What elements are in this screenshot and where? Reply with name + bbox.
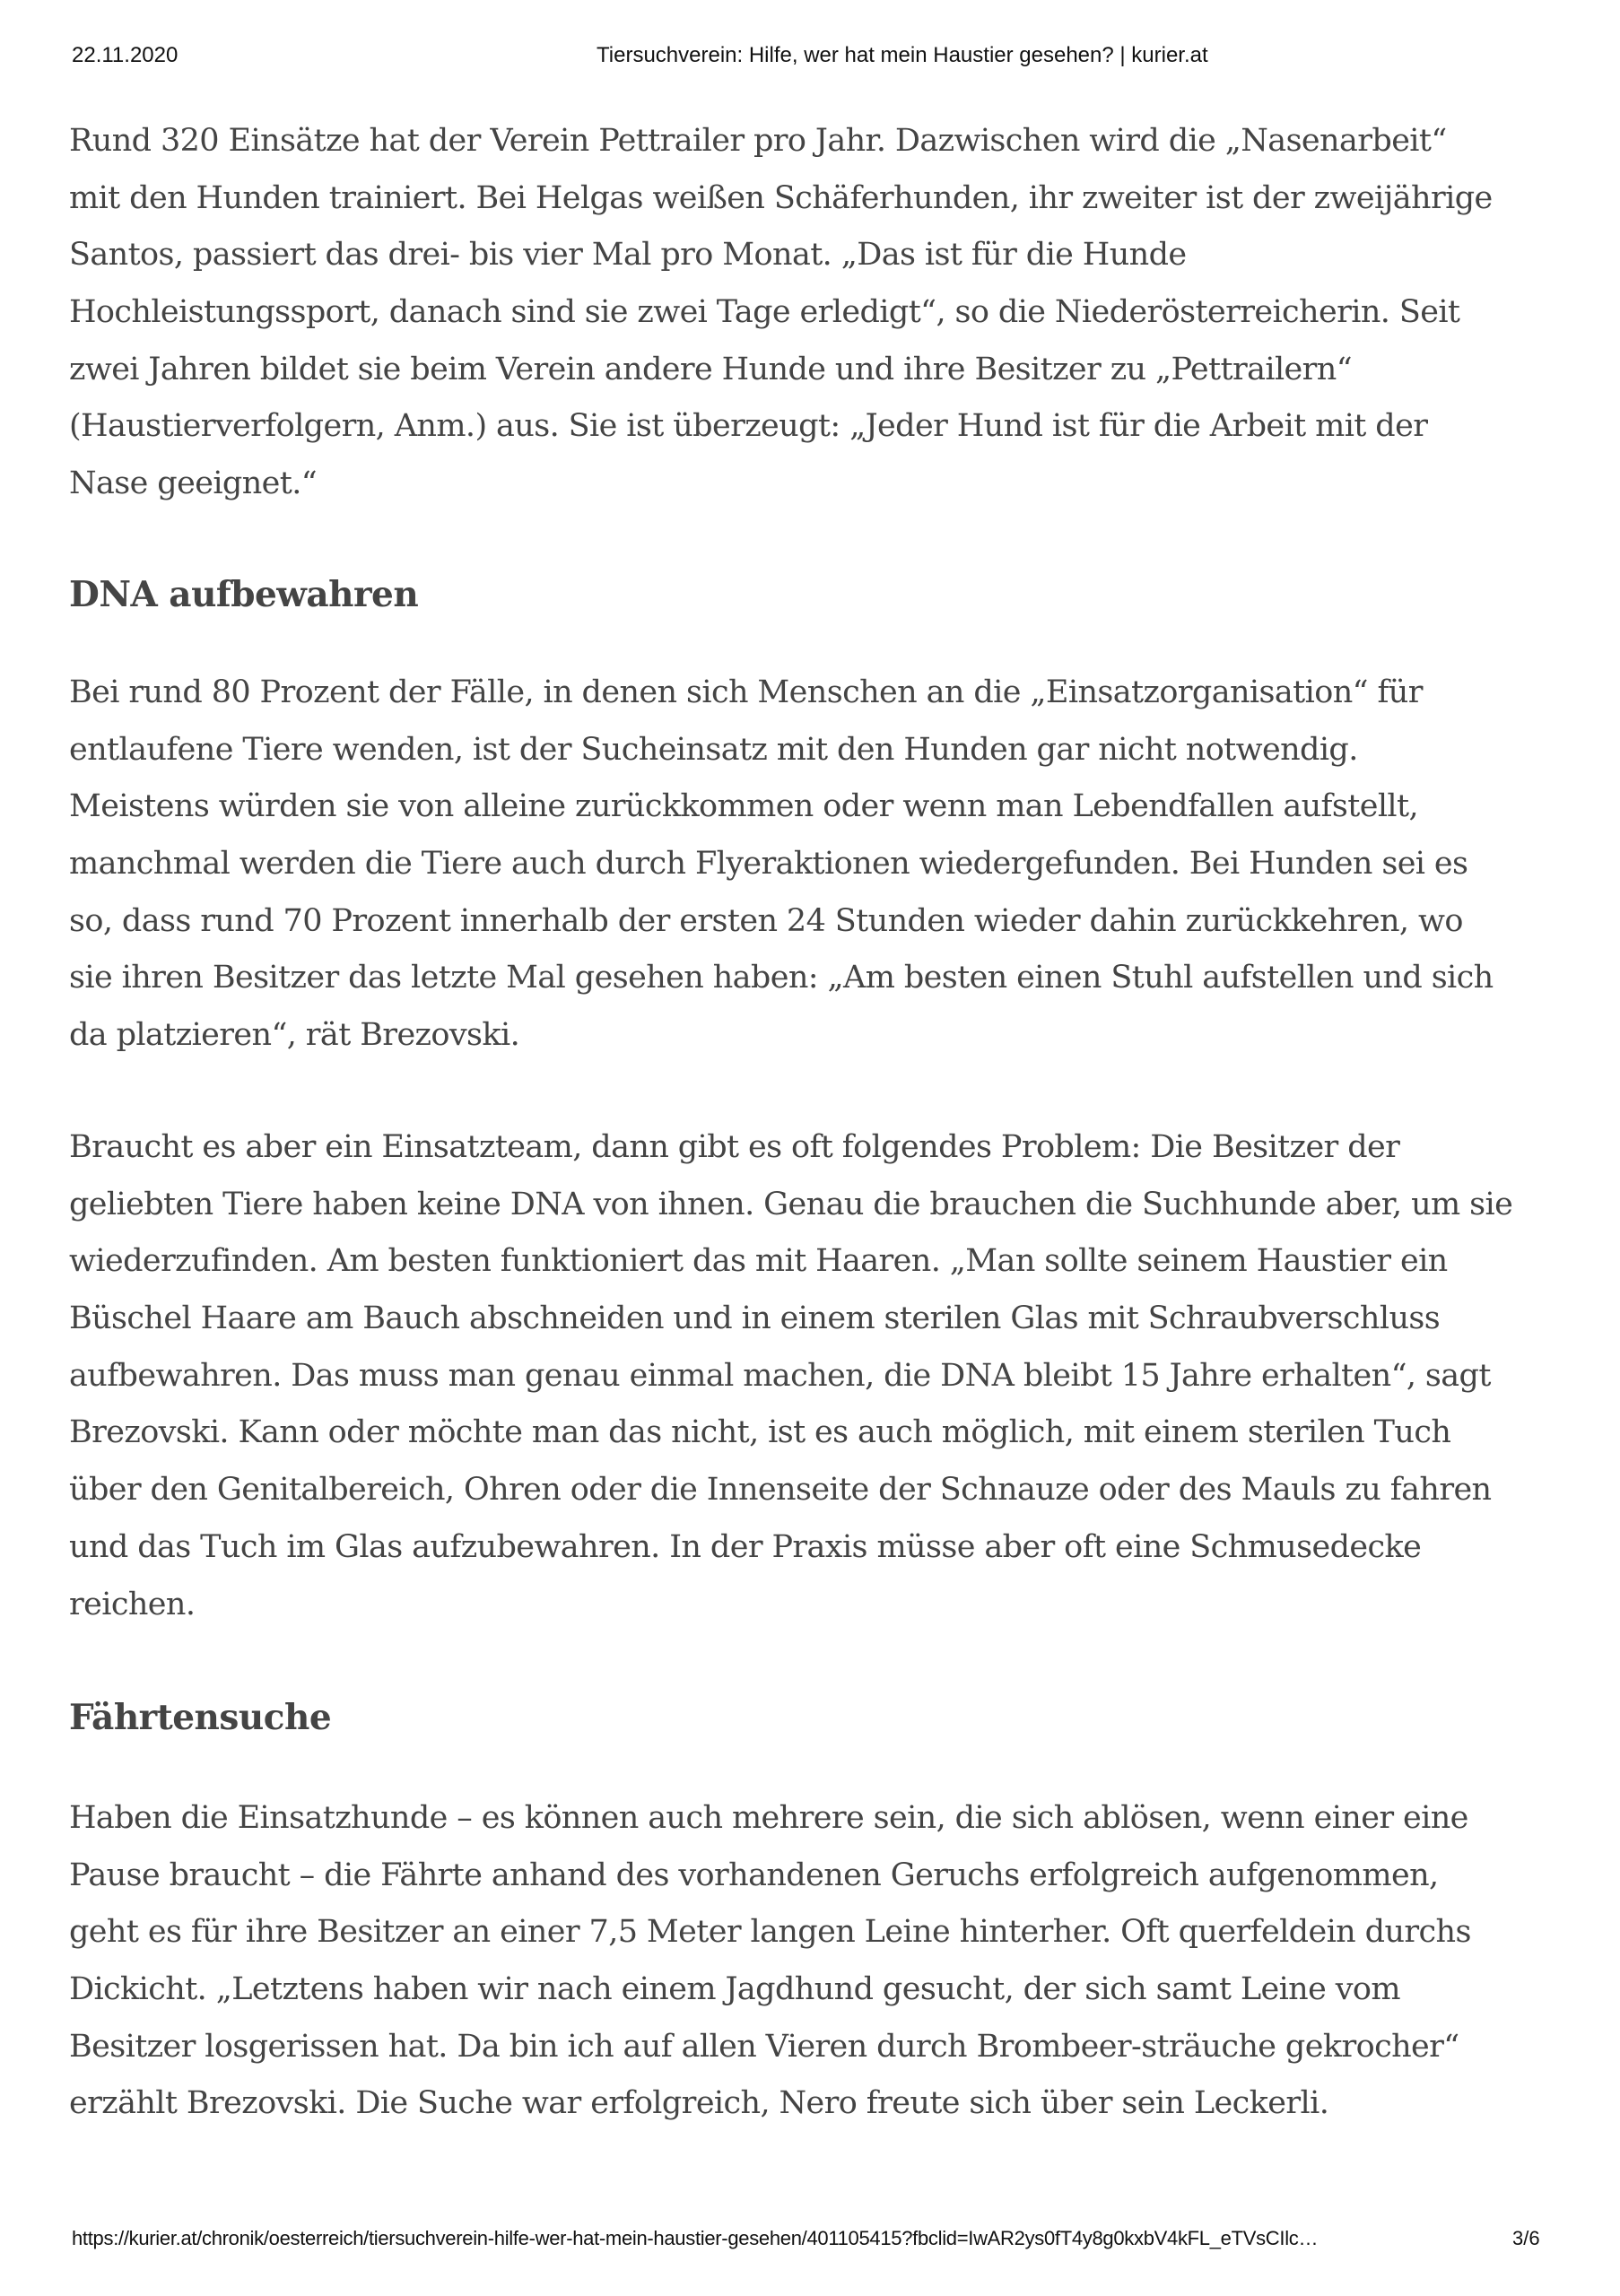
text-line: Dickicht. „Letztens haben wir nach einem Jagdhund gesucht, der sich samt Leine vom	[69, 1971, 1400, 2008]
text-line: aufbewahren. Das muss man genau einmal machen, die DNA bleibt 15 Jahre erhalten“, sagt	[69, 1357, 1491, 1394]
text-line: geht es für ihre Besitzer an einer 7,5 Meter langen Leine hinterher. Oft querfeldein durchs	[69, 1914, 1471, 1951]
print-page-title: Tiersuchverein: Hilfe, wer hat mein Haustier gesehen? | kurier.at	[597, 43, 1208, 67]
text-line: erzählt Brezovski. Die Suche war erfolgreich, Nero freute sich über sein Leckerli.	[69, 2085, 1329, 2122]
paragraph-3	[69, 1119, 1594, 1633]
text-line: Haben die Einsatzhunde – es können auch mehrere sein, die sich ablösen, wenn einer eine	[69, 1800, 1468, 1836]
paragraph-4	[69, 1790, 1594, 2133]
print-date: 22.11.2020	[72, 43, 179, 67]
text-line: reichen.	[69, 1586, 196, 1622]
text-line: da platzieren“, rät Brezovski.	[69, 1017, 520, 1054]
text-line: Santos, passiert das drei- bis vier Mal pro Monat. „Das ist für die Hunde	[69, 237, 1187, 274]
text-line: sie ihren Besitzer das letzte Mal gesehen haben: „Am besten einen Stuhl aufstellen und sich	[69, 960, 1494, 996]
text-line: geliebten Tiere haben keine DNA von ihnen. Genau die brauchen die Suchhunde aber, um sie	[69, 1186, 1513, 1222]
text-line: zwei Jahren bildet sie beim Verein andere Hunde und ihre Besitzer zu „Pettrailern“	[69, 351, 1353, 387]
text-line: (Haustierverfolgern, Anm.) aus. Sie ist überzeugt: „Jeder Hund ist für die Arbeit mit der	[69, 408, 1428, 445]
text-line: Brezovski. Kann oder möchte man das nicht, ist es auch möglich, mit einem sterilen Tuch	[69, 1414, 1451, 1451]
text-line: entlaufene Tiere wenden, ist der Sucheinsatz mit den Hunden gar nicht notwendig.	[69, 731, 1358, 768]
text-line: und das Tuch im Glas aufzubewahren. In der Praxis müsse aber oft eine Schmusedecke	[69, 1528, 1422, 1565]
print-page-number: 3/6	[1512, 2227, 1540, 2249]
print-footer-url[interactable]: https://kurier.at/chronik/oesterreich/tiersuchverein-hilfe-wer-hat-mein-haustier-gesehen/401105415?fbclid=IwAR2ys0fT4y8g0kxbV4kFL_eTVsCIlc…	[72, 2227, 1319, 2249]
text-line: Nase geeignet.“	[69, 465, 318, 502]
text-line: Rund 320 Einsätze hat der Verein Pettrailer pro Jahr. Dazwischen wird die „Nasenarbeit“	[69, 123, 1447, 159]
section-heading-faehrtensuche: Fährtensuche	[69, 1697, 332, 1738]
text-line: Hochleistungssport, danach sind sie zwei Tage erledigt“, so die Niederösterreicherin. Seit	[69, 294, 1460, 331]
paragraph-2	[69, 665, 1594, 1065]
text-line: manchmal werden die Tiere auch durch Flyeraktionen wiedergefunden. Bei Hunden sei es	[69, 846, 1468, 883]
text-line: wiederzufinden. Am besten funktioniert das mit Haaren. „Man sollte seinem Haustier ein	[69, 1243, 1448, 1280]
text-line: Büschel Haare am Bauch abschneiden und in einem sterilen Glas mit Schraubverschluss	[69, 1300, 1441, 1337]
text-line: über den Genitalbereich, Ohren oder die Innenseite der Schnauze oder des Mauls zu fahren	[69, 1472, 1492, 1509]
text-line: Braucht es aber ein Einsatzteam, dann gibt es oft folgendes Problem: Die Besitzer der	[69, 1129, 1400, 1165]
text-line: so, dass rund 70 Prozent innerhalb der ersten 24 Stunden wieder dahin zurückkehren, wo	[69, 902, 1463, 939]
text-line: Besitzer losgerissen hat. Da bin ich auf allen Vieren durch Brombeer-sträuche gekrocher“	[69, 2028, 1459, 2065]
text-line: Bei rund 80 Prozent der Fälle, in denen sich Menschen an die „Einsatzorganisation“ für	[69, 674, 1423, 710]
text-line: Pause braucht – die Fährte anhand des vorhandenen Geruchs erfolgreich aufgenommen,	[69, 1857, 1439, 1893]
text-line: mit den Hunden trainiert. Bei Helgas weißen Schäferhunden, ihr zweiter ist der zweijährige	[69, 179, 1493, 216]
paragraph-1	[69, 113, 1594, 513]
section-heading-dna-aufbewahren: DNA aufbewahren	[69, 574, 419, 615]
text-line: Meistens würden sie von alleine zurückkommen oder wenn man Lebendfallen aufstellt,	[69, 788, 1419, 825]
